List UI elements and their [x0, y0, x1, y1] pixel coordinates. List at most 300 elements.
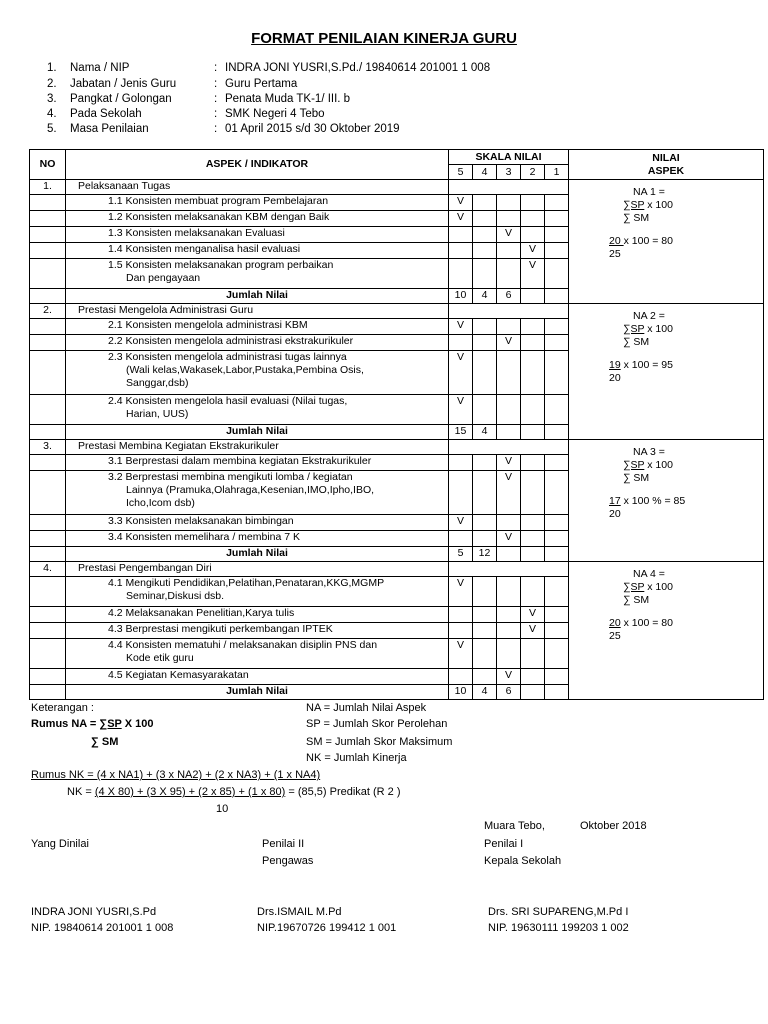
indicator-cell [66, 243, 449, 259]
rumus-na [31, 718, 154, 730]
na-line [609, 617, 763, 630]
scale-cell [473, 335, 497, 351]
nk-calc-label: NK = [67, 786, 95, 798]
scale-cell: V [449, 515, 473, 531]
scale-cell [521, 669, 545, 685]
indicator-cell [66, 623, 449, 639]
row-number-empty [30, 195, 66, 211]
section-title: Pelaksanaan Tugas [66, 180, 449, 195]
indicator-cell [66, 531, 449, 547]
indicator-cell [66, 319, 449, 335]
scale-cell [449, 607, 473, 623]
na-line [623, 323, 763, 336]
scale-header-4: 4 [473, 165, 497, 180]
na-l3: ∑ SM [623, 594, 650, 606]
row-number-empty [30, 639, 66, 669]
na-l1: NA 4 = [633, 568, 665, 580]
scale-cell [497, 211, 521, 227]
indicator-cell [66, 471, 449, 515]
row-number-empty [30, 669, 66, 685]
jumlah-value: 15 [449, 425, 473, 440]
indicator-text: 1.2 Konsisten melaksanakan KBM dengan Baik [108, 211, 330, 223]
scale-cell [545, 455, 569, 471]
na-formula [609, 310, 763, 385]
na-line [609, 508, 763, 521]
document-title: FORMAT PENILAIAN KINERJA GURU [251, 30, 517, 47]
scale-cell [545, 531, 569, 547]
scale-cell: V [497, 669, 521, 685]
section-number: 4. [30, 562, 66, 577]
scale-cell [473, 639, 497, 669]
scale-cell [449, 669, 473, 685]
scale-cell [473, 259, 497, 289]
row-number-empty [30, 623, 66, 639]
indicator-cell [66, 259, 449, 289]
indicator-text: Lainnya (Pramuka,Olahraga,Kesenian,IMO,Ipho,IBO, [126, 484, 375, 496]
scale-cell [473, 623, 497, 639]
sign-col3-name: Drs. SRI SUPARENG,M.Pd I [488, 906, 629, 918]
scale-cell: V [521, 259, 545, 289]
scale-cell [521, 395, 545, 425]
jumlah-value [545, 425, 569, 440]
scale-cell [497, 577, 521, 607]
indicator-text: 4.2 Melaksanakan Penelitian,Karya tulis [108, 607, 295, 619]
indicator-cell [66, 607, 449, 623]
jumlah-value: 10 [449, 685, 473, 700]
header-aspek-sub: ASPEK [647, 164, 685, 177]
indicator-text: Sanggar,dsb) [126, 377, 189, 389]
nilai-aspek-cell [569, 562, 764, 700]
na-l5: 25 [609, 248, 621, 260]
sign-col1-name: INDRA JONI YUSRI,S.Pd [31, 906, 157, 918]
row-number-empty [30, 211, 66, 227]
indicator-cell [66, 577, 449, 607]
jumlah-label: Jumlah Nilai [66, 685, 449, 700]
row-number-empty [30, 335, 66, 351]
section-row [30, 304, 764, 319]
rumus-na-label: Rumus NA = [31, 718, 100, 730]
na-line [633, 310, 763, 323]
header-nilai-aspek [569, 150, 764, 180]
scale-cell [449, 623, 473, 639]
scale-cell: V [449, 195, 473, 211]
scale-cell [545, 243, 569, 259]
indicator-text: 3.3 Konsisten melaksanakan bimbingan [108, 515, 294, 527]
indicator-text: (Wali kelas,Wakasek,Labor,Pustaka,Pembina Osis, [126, 364, 364, 376]
assessment-table [29, 149, 764, 700]
na-l4b: x 100 % = 85 [620, 495, 686, 507]
na-l2: ∑SP [623, 323, 645, 335]
na-line [623, 581, 763, 594]
row-number-empty [30, 685, 66, 700]
indicator-cell [66, 395, 449, 425]
sign-col2-role2: Pengawas [262, 855, 314, 867]
scale-cell: V [449, 395, 473, 425]
header-skala: SKALA NILAI [449, 150, 569, 165]
scale-cell [473, 607, 497, 623]
scale-cell [449, 335, 473, 351]
header-nilai: NILAI [652, 151, 680, 164]
scale-cell [521, 195, 545, 211]
jumlah-value [521, 425, 545, 440]
indicator-cell [66, 669, 449, 685]
scale-cell: V [449, 577, 473, 607]
na-line [609, 630, 763, 643]
scale-cell [449, 531, 473, 547]
jumlah-value: 10 [449, 289, 473, 304]
sign-place: Muara Tebo, [484, 820, 545, 832]
legend-sp: SP = Jumlah Skor Perolehan [306, 718, 448, 730]
na-formula [609, 446, 763, 521]
na-l4b: x 100 = 95 [620, 359, 673, 371]
na-l2: ∑SP [623, 199, 645, 211]
identity-value: SMK Negeri 4 Tebo [225, 108, 325, 120]
indicator-cell [66, 455, 449, 471]
scale-cell [473, 351, 497, 395]
indicator-text: Dan pengayaan [126, 272, 201, 284]
jumlah-value: 5 [449, 547, 473, 562]
scale-cell [473, 227, 497, 243]
scale-cell: V [521, 607, 545, 623]
jumlah-value: 4 [473, 425, 497, 440]
scale-header-2: 2 [521, 165, 545, 180]
scale-header-5: 5 [449, 165, 473, 180]
identity-label: Masa Penilaian [70, 123, 149, 135]
legend-nk: NK = Jumlah Kinerja [306, 752, 407, 764]
jumlah-value: 6 [497, 289, 521, 304]
scale-cell [473, 319, 497, 335]
scale-cell [473, 577, 497, 607]
section-title-spacer [449, 562, 569, 577]
na-line [609, 359, 763, 372]
row-number-empty [30, 455, 66, 471]
section-title-spacer [449, 440, 569, 455]
scale-cell [473, 455, 497, 471]
scale-cell [449, 471, 473, 515]
rumus-na-numerator: ∑SP [99, 718, 122, 730]
nilai-aspek-cell [569, 440, 764, 562]
na-l1: NA 2 = [633, 310, 665, 322]
scale-cell [521, 319, 545, 335]
scale-cell [545, 471, 569, 515]
scale-cell [521, 531, 545, 547]
na-line [623, 199, 763, 212]
scale-cell [497, 515, 521, 531]
indicator-cell [66, 351, 449, 395]
jumlah-label: Jumlah Nilai [66, 425, 449, 440]
legend-sm: SM = Jumlah Skor Maksimum [306, 736, 453, 748]
identity-no: 3. [47, 93, 57, 105]
indicator-cell [66, 195, 449, 211]
indicator-text: 2.4 Konsisten mengelola hasil evaluasi (Nilai tugas, [108, 395, 348, 407]
scale-cell [497, 195, 521, 211]
scale-cell: V [497, 471, 521, 515]
na-line [609, 235, 763, 248]
row-number-empty [30, 547, 66, 562]
indicator-text: 4.1 Mengikuti Pendidikan,Pelatihan,Penataran,KKG,MGMP [108, 577, 385, 589]
scale-cell [449, 259, 473, 289]
na-l4a: 20 [609, 235, 624, 247]
jumlah-value [521, 289, 545, 304]
na-line [609, 495, 763, 508]
na-formula [609, 186, 763, 261]
nk-calculation [67, 786, 401, 798]
indicator-text: 1.4 Konsisten menganalisa hasil evaluasi [108, 243, 301, 255]
indicator-text: 1.1 Konsisten membuat program Pembelajaran [108, 195, 329, 207]
row-number-empty [30, 607, 66, 623]
scale-cell [545, 351, 569, 395]
indicator-text: 1.3 Konsisten melaksanakan Evaluasi [108, 227, 285, 239]
jumlah-value: 6 [497, 685, 521, 700]
scale-cell [497, 395, 521, 425]
jumlah-value: 4 [473, 685, 497, 700]
jumlah-value: 4 [473, 289, 497, 304]
scale-cell [473, 515, 497, 531]
scale-cell: V [521, 243, 545, 259]
row-number-empty [30, 351, 66, 395]
row-number-empty [30, 425, 66, 440]
indicator-cell [66, 211, 449, 227]
na-l5: 25 [609, 630, 621, 642]
row-number-empty [30, 471, 66, 515]
indicator-text: 2.1 Konsisten mengelola administrasi KBM [108, 319, 308, 331]
row-number-empty [30, 289, 66, 304]
na-formula [609, 568, 763, 643]
scale-cell [473, 243, 497, 259]
nk-calc-numerator: (4 X 80) + (3 X 95) + (2 x 85) + (1 x 80) [94, 786, 286, 798]
indicator-cell [66, 515, 449, 531]
indicator-text: Kode etik guru [126, 652, 194, 664]
identity-separator: : [214, 123, 218, 135]
na-line [623, 459, 763, 472]
identity-label: Nama / NIP [70, 62, 130, 74]
nk-calc-denominator: 10 [216, 803, 229, 815]
na-line [633, 186, 763, 199]
scale-cell [521, 577, 545, 607]
scale-cell [545, 211, 569, 227]
na-line [633, 446, 763, 459]
row-number-empty [30, 531, 66, 547]
row-number-empty [30, 243, 66, 259]
indicator-text: Harian, UUS) [126, 408, 189, 420]
scale-cell [545, 227, 569, 243]
na-l4a: 20 [609, 617, 621, 629]
na-l1: NA 1 = [633, 186, 665, 198]
scale-cell [473, 531, 497, 547]
rumus-nk: Rumus NK = (4 x NA1) + (3 x NA2) + (2 x NA3) + (1 x NA4) [31, 769, 321, 781]
na-line [609, 248, 763, 261]
identity-value: 01 April 2015 s/d 30 Oktober 2019 [225, 123, 400, 135]
scale-cell [497, 351, 521, 395]
identity-separator: : [214, 78, 218, 90]
scale-cell [545, 335, 569, 351]
sign-col3-role1: Penilai I [484, 838, 524, 850]
scale-cell [545, 319, 569, 335]
section-row [30, 562, 764, 577]
jumlah-value [521, 685, 545, 700]
scale-header-1: 1 [545, 165, 569, 180]
section-title-spacer [449, 304, 569, 319]
sign-col1-role: Yang Dinilai [31, 838, 89, 850]
section-number: 3. [30, 440, 66, 455]
jumlah-label: Jumlah Nilai [66, 547, 449, 562]
identity-no: 2. [47, 78, 57, 90]
identity-label: Jabatan / Jenis Guru [70, 78, 177, 90]
sign-col2-name: Drs.ISMAIL M.Pd [257, 906, 342, 918]
scale-cell [473, 669, 497, 685]
identity-no: 4. [47, 108, 57, 120]
scale-cell [521, 227, 545, 243]
scale-cell [497, 607, 521, 623]
identity-label: Pangkat / Golongan [70, 93, 172, 105]
na-l5: 20 [609, 508, 621, 520]
legend-na: NA = Jumlah Nilai Aspek [306, 702, 427, 714]
indicator-text: 4.4 Konsisten mematuhi / melaksanakan disiplin PNS dan [108, 639, 378, 651]
keterangan-label: Keterangan : [31, 702, 94, 714]
identity-value: INDRA JONI YUSRI,S.Pd./ 19840614 201001 1 008 [225, 62, 491, 74]
scale-cell: V [497, 455, 521, 471]
na-line [623, 336, 763, 349]
scale-cell [521, 471, 545, 515]
scale-cell: V [449, 319, 473, 335]
na-l4b: x 100 = 80 [623, 235, 673, 247]
scale-cell [473, 195, 497, 211]
scale-cell: V [497, 227, 521, 243]
jumlah-value [497, 425, 521, 440]
scale-cell [521, 211, 545, 227]
sign-col3-role2: Kepala Sekolah [484, 855, 562, 867]
na-l5: 20 [609, 372, 621, 384]
jumlah-label: Jumlah Nilai [66, 289, 449, 304]
scale-cell [497, 639, 521, 669]
indicator-cell [66, 639, 449, 669]
na-line [609, 372, 763, 385]
scale-header-3: 3 [497, 165, 521, 180]
na-line [623, 212, 763, 225]
sign-date: Oktober 2018 [580, 820, 647, 832]
scale-cell: V [497, 531, 521, 547]
jumlah-value: 12 [473, 547, 497, 562]
identity-value: Penata Muda TK-1/ III. b [225, 93, 351, 105]
indicator-text: 1.5 Konsisten melaksanakan program perbaikan [108, 259, 334, 271]
scale-cell [545, 607, 569, 623]
scale-cell: V [449, 351, 473, 395]
na-l2b: x 100 [644, 581, 673, 593]
na-l3: ∑ SM [623, 336, 650, 348]
sign-col2-nip: NIP.19670726 199412 1 001 [257, 922, 397, 934]
scale-cell: V [497, 335, 521, 351]
indicator-cell [66, 335, 449, 351]
indicator-text: Icho,Icom dsb) [126, 497, 195, 509]
scale-cell [521, 515, 545, 531]
indicator-text: 3.4 Konsisten memelihara / membina 7 K [108, 531, 301, 543]
scale-cell [449, 243, 473, 259]
nilai-aspek-cell [569, 180, 764, 304]
scale-cell [521, 639, 545, 669]
indicator-cell [66, 227, 449, 243]
row-number-empty [30, 259, 66, 289]
scale-cell: V [521, 623, 545, 639]
table-body [30, 180, 764, 700]
section-title: Prestasi Mengelola Administrasi Guru [66, 304, 449, 319]
indicator-text: 4.3 Berprestasi mengikuti perkembangan IPTEK [108, 623, 333, 635]
section-number: 1. [30, 180, 66, 195]
indicator-text: Seminar,Diskusi dsb. [126, 590, 225, 602]
row-number-empty [30, 227, 66, 243]
rumus-na-rest: X 100 [121, 718, 154, 730]
section-row [30, 440, 764, 455]
na-line [633, 568, 763, 581]
scale-cell [545, 669, 569, 685]
na-l4b: x 100 = 80 [620, 617, 673, 629]
scale-cell [545, 515, 569, 531]
na-line [623, 472, 763, 485]
sign-col3-nip: NIP. 19630111 199203 1 002 [488, 922, 629, 934]
identity-separator: : [214, 93, 218, 105]
jumlah-value [545, 685, 569, 700]
scale-cell [521, 335, 545, 351]
na-spacer [609, 607, 763, 617]
scale-cell [545, 577, 569, 607]
na-l4a: 19 [609, 359, 621, 371]
scale-cell: V [449, 211, 473, 227]
na-spacer [609, 485, 763, 495]
na-l2b: x 100 [644, 459, 673, 471]
scale-cell [521, 351, 545, 395]
na-l3: ∑ SM [623, 472, 650, 484]
na-l4a: 17 [609, 495, 621, 507]
identity-separator: : [214, 108, 218, 120]
scale-cell [545, 623, 569, 639]
header-no: NO [30, 150, 66, 180]
section-title: Prestasi Membina Kegiatan Ekstrakurikuler [66, 440, 449, 455]
section-row [30, 180, 764, 195]
scale-cell [497, 319, 521, 335]
identity-no: 5. [47, 123, 57, 135]
indicator-text: 4.5 Kegiatan Kemasyarakatan [108, 669, 249, 681]
na-l2b: x 100 [644, 199, 673, 211]
indicator-text: 3.1 Berprestasi dalam membina kegiatan Ekstrakurikuler [108, 455, 372, 467]
na-l2: ∑SP [623, 459, 645, 471]
sign-col1-nip: NIP. 19840614 201001 1 008 [31, 922, 174, 934]
scale-cell [497, 259, 521, 289]
row-number-empty [30, 395, 66, 425]
na-line [623, 594, 763, 607]
indicator-text: 3.2 Berprestasi membina mengikuti lomba / kegiatan [108, 471, 353, 483]
jumlah-value [545, 289, 569, 304]
row-number-empty [30, 577, 66, 607]
identity-value: Guru Pertama [225, 78, 298, 90]
scale-cell [521, 455, 545, 471]
section-title-spacer [449, 180, 569, 195]
header-aspek: ASPEK / INDIKATOR [66, 150, 449, 180]
identity-separator: : [214, 62, 218, 74]
na-l2b: x 100 [644, 323, 673, 335]
scale-cell [545, 259, 569, 289]
na-l3: ∑ SM [623, 212, 650, 224]
identity-no: 1. [47, 62, 57, 74]
sign-col2-role1: Penilai II [262, 838, 305, 850]
na-spacer [609, 225, 763, 235]
section-number: 2. [30, 304, 66, 319]
jumlah-value [521, 547, 545, 562]
scale-cell [497, 623, 521, 639]
row-number-empty [30, 319, 66, 335]
scale-cell [473, 211, 497, 227]
scale-cell [473, 395, 497, 425]
na-spacer [609, 349, 763, 359]
scale-cell: V [449, 639, 473, 669]
